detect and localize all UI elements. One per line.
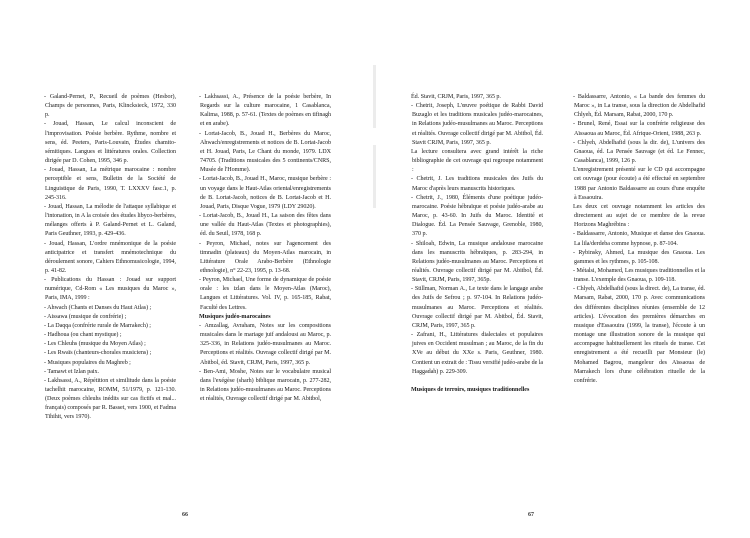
bibliography-entry: - Rybinsky, Ahmed, La musique des Gnaoua. Les gammes et les rythmes, p. 105-108.: [573, 249, 705, 265]
bibliography-entry: - Lortat-Jacob, B., Jouad H., La saison des fêtes dans une vallée du Haut-Atlas (Textes et photographies), éd. du Seuil, 1978, 168 p.: [199, 213, 331, 238]
bibliography-entry: - Ahwach (Chants et Danses du Haut Atlas) ;: [44, 304, 152, 311]
bibliography-entry: Éd. Stavit, CRJM, Paris, 1997, 365 p.: [411, 94, 501, 100]
page-number-left: 66: [182, 512, 188, 518]
bibliography-entry: - Zafrani, H., Littératures dialectales et populaires juives en Occident musulman ; au Maroc, de la fin du XVe au début du XXe s. Paris, Geuthner, 1980. Contient un extrait de : Tissu versifié judéo-arabe de la Haggadah) p. 229-309.: [411, 332, 544, 375]
bibliography-entry: La lecture consultera avec grand intérêt la riche bibliographie de cet ouvrage qui regroupe notamment :: [411, 148, 543, 174]
bibliography-entry: - Publications du Hassan : Jouad sur support numérique, Cd-Rom « Les musiques du Maroc », Paris, IMA, 1999 :: [44, 277, 176, 302]
bibliography-entry: - Les Chleuhs (musique du Moyen Atlas) ;: [44, 341, 146, 348]
bibliography-entry: - Chlyeh, Abdelhafid (sous la direct. de), La transe, éd. Marsam, Rabat, 2000, 170 p. Avec communications des différentes disciplines réunies (ensemble de 12 articles). L'évocation des premières démarches en musique d'Essaouira (1999, la transe), l'écoute à un montage une illustration sonore de la musique qui accompagne habituellement les rituels de transe. Cet enregistrement a été recueilli par Monsieur (le) Mohamed Bagrou, mangeleur des Aïssaoua de Marrakech lors d'une célébration rituelle de la confrérie.: [573, 286, 705, 384]
left-page-column-2: [200, 93, 331, 404]
section-heading: Musiques judéo-marocaines: [199, 313, 271, 320]
right-page-column-1: [412, 93, 543, 395]
bibliography-entry: - Chetrit, J., 1980, Éléments d'une poétique judéo-marocaine. Poésie hébraïque et poésie judéo-arabe au Maroc, p. 43-60. In Juifs du Maroc. Identité et Dialogue. Éd. La Pensée Sauvage, Grenoble, 1980, 370 p.: [411, 194, 543, 238]
bibliography-entry: L'enregistrement présenté sur le CD qui accompagne cet ouvrage (pour écoute) a été effectué en septembre 1988 par Antonio Baldassarre au cours d'une enquête à Essaouira.: [573, 167, 705, 201]
bibliography-entry: - Tamawt et Izlan paix.: [44, 368, 99, 375]
bibliography-entry: - Jouad, Hassan, La métrique marocaine : nombre perceptible et sens, Bulletin de la Société de Linguistique de Paris, 1990, T. LXXXV fasc.1, p. 245-316.: [44, 167, 176, 201]
bibliography-entry: - Baldassarre, Antonio, « La bande des femmes du Maroc », in La transe, sous la direction de Abdelhafid Chlyeh, Éd. Marsam, Rabat, 2000, 170 p.: [573, 94, 705, 119]
bibliography-entry: - Brunel, René, Essai sur la confrérie religieuse des Aïssaoua au Maroc, Éd. Afrique-Orient, 1988, 263 p.: [573, 121, 705, 137]
bibliography-entry: - Ben-Ami, Moshe, Notes sur le vocabulaire musical dans l'exégèse (sharh) biblique marocain, p. 277-282, in Relations judéo-musulmanes au Maroc. Perceptions et réalités, Ouvrage collectif dirigé par M. Abitbol,: [199, 368, 331, 403]
bibliography-entry: - Chetrit, Joseph, L'œuvre poétique de Rabbi David Buzaglo et les traditions musicales judéo-marocaines, in Relations judéo-musulmanes au Maroc. Perceptions et réalités. Ouvrage collectif dirigé par M. Abitbol, Éd. Stavit CRJM, Paris, 1997, 365 p.: [411, 103, 543, 146]
bibliography-entry: - Stillman, Norman A., Le texte dans le langage arabe des Juifs de Sefrou ; p. 97-104. In Relations judéo-musulmanes au Maroc. Perceptions et réalités. Ouvrage collectif dirigé par M. Abitbol, Éd. Stavit, CRJM, Paris, 1997, 365 p.: [411, 286, 543, 329]
bibliography-entry: - Peyron, Michael, notes sur l'agencement des timnadin (plateaux) du Moyen-Atlas marocain, in Littérature Orale Arabo-Berbère (Ethnologie ethnologie), n° 22-23, 1995, p. 13-68.: [199, 240, 331, 274]
bibliography-entry: - Aissawa (musique de confrérie) ;: [44, 313, 127, 320]
bibliography-entry: Les deux cet ouvrage notamment les articles des directement au sujet de ce membre de la revue Horizons Maghrébins :: [573, 203, 705, 229]
bibliography-entry: - Shiloah, Edwin, La musique andalouse marocaine dans les manuscrits hébraïques, p. 283-294, in Relations judéo-musulmanes au Maroc. Perceptions et réalités. Ouvrage collectif dirigé par M. Abitbol, Éd. Stavit, CRJM, Paris, 1997, 365p.: [411, 240, 543, 284]
bibliography-entry: - Galand-Pernet, P., Recueil de poèmes (Hesbor), Champs de personnes, Paris, Klincksieck, 1972, 330 p.: [44, 94, 176, 119]
bibliography-entry: - Lakhsassi, A., Présence de la poésie berbère, In Regards sur la culture marocaine, 1 Casablanca, Kalima, 1988, p. 57-61. (Textes de poèmes en tifinagh et en arabe).: [199, 94, 331, 128]
paragraph-spacer: [412, 377, 543, 386]
bibliography-entry: - Lortat-Jacob, B., Jouad H., Maroc, musique berbère : un voyage dans le Haut-Atlas oriental/enregistrements de B. Lortat-Jacob, notices de B. Lortat-Jacob et H. Jouad, Paris, Disque Vogue, 1979 (LDY 29020).: [199, 176, 331, 210]
bibliography-entry: - La Daqqa (confrérie rurale de Marrakech) ;: [44, 322, 151, 329]
bibliography-entry: - Jouad, Hassan, Le calcul inconscient de l'improvisation. Poésie berbère. Rythme, nombre et sens, éd. Peeters, Paris-Louvain, Études chamito-sémitiques. Langues et littératures orales. Collection dirigée par D. Cohen, 1995, 346 p.: [44, 121, 176, 165]
bibliography-entry: - Lortat-Jacob, B., Jouad H., Berbères du Maroc, Ahwach/enregistrements et notices de B. Lortat-Jacob et H. Jouad, Paris, Le Chant du monde, 1979. LDX 74705. (Traditions musicales des 5 continents/CNRS, Musée de l'Homme).: [199, 130, 331, 174]
right-page: [376, 0, 750, 538]
page-number-right: 67: [528, 512, 534, 518]
bibliography-entry: - Baldassarre, Antonio, Musique et danse des Gnaoua. La lila/derdeba comme hypnose, p. 87-104.: [573, 231, 705, 247]
bibliography-entry: - Chlyeh, Abdelhafid (sous la dir. de), L'univers des Gnaoua, éd. La Pensée Sauvage (et éd. Le Fennec, Casablanca), 1999, 126 p.: [573, 139, 705, 165]
bibliography-entry: - Métalsi, Mohamed, Les musiques traditionnelles et la transe. L'exemple des Gnaoua, p. 109-118.: [573, 267, 705, 284]
bibliography-entry: - Peyron, Michael, Une forme de dynamique de poésie orale : les izlan dans le Moyen-Atlas (Maroc), Langues et Littératures. Vol. IV, p. 165-185, Rabat, Faculté des Lettres.: [199, 277, 331, 311]
bibliography-entry: - Amzallag, Avraham, Notes sur les compositions musicales dans le mariage juif andalousi au Maroc, p. 325-336, in Relations judéo-musulmanes au Maroc. Perceptions et réalités. Ouvrage collectif dirigé par M. Abitbol, éd. Stavit, CRJM, Paris, 1997, 365 p.: [199, 322, 331, 366]
bibliography-entry: - Chetrit, J. Les traditions musicales des Juifs du Maroc d'après leurs manuscrits historiques.: [411, 176, 543, 192]
bibliography-entry: - Hadhoua (ou chant mystique) ;: [44, 332, 122, 339]
left-page-column-1: [45, 93, 176, 423]
bibliography-entry: - Les Rwaïs (chanteurs-chorales musiciens) ;: [44, 350, 152, 357]
bibliography-entry: - Jouad, Hassan, La mélodie de l'attaque syllabique et l'intonation, in A la croisée des études libyco-berbères, mélanges offerts à P. Galand-Pernet et L. Galand, Paris Geuthner, 1993, p. 429-436.: [44, 203, 176, 238]
left-page: [0, 0, 374, 538]
section-heading: Musiques de terroirs, musiques traditionnelles: [411, 386, 530, 393]
bibliography-entry: - Musiques populaires du Maghreb ;: [44, 359, 131, 366]
bibliography-entry: - Jouad, Hassan, L'ordre mnémonique de la poésie anticipatrice et transfert mnémotechnique du déroulement sonore, Cahiers Ethnomusicologie, 1994, p. 41-82.: [44, 240, 176, 274]
bibliography-entry: - Lakhsassi, A., Répétition et similitude dans la poésie tachelhit marocaine, ROMM, 51/1979, p. 121-130. (Deux poèmes chleuhs inédits sur cas fictifs et mal... français) composés par R. Basset, vers 1900, et Fadma Tihihit, vers 1970).: [44, 377, 176, 421]
right-page-column-2: [574, 93, 705, 386]
